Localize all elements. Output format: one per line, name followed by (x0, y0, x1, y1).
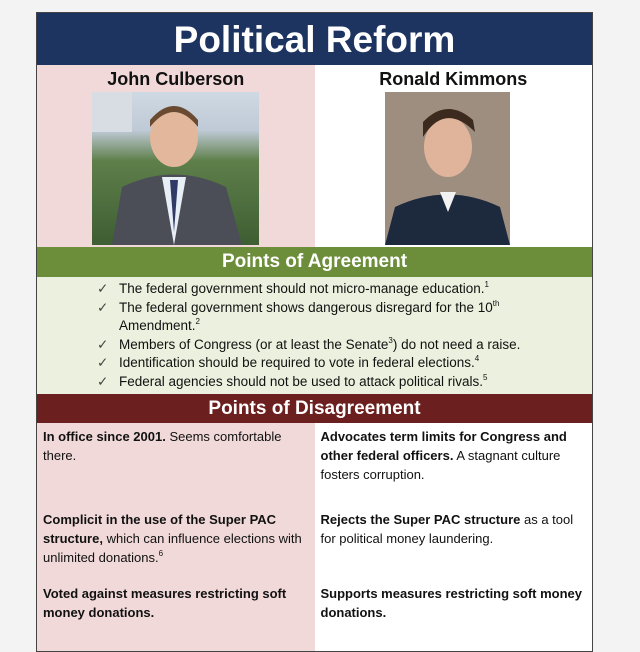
disagreement-right (315, 423, 593, 652)
page-title: Political Reform (37, 13, 592, 65)
disagreement-heading: Points of Disagreement (37, 394, 592, 423)
disagreement-left (37, 423, 315, 652)
check-icon: ✓ (97, 281, 109, 296)
check-icon: ✓ (97, 299, 109, 315)
position-cell: Complicit in the use of the Super PAC structure, which can influence elections with unlimited donations.$^6$ (43, 512, 302, 565)
candidate-name: John Culberson (107, 69, 245, 89)
candidate-photo (92, 92, 259, 245)
list-item: ✓ Identification should be required to vote in federal elections.$^4$ (97, 354, 592, 373)
list-item: ✓ The federal government should not micro-manage education.$^1$ (97, 280, 592, 299)
list-item: ✓ Federal agencies should not be used to attack political rivals.$^5$ (97, 373, 592, 392)
position-cell: Rejects the Super PAC structure as a tool for political money laundering. (320, 512, 574, 546)
check-icon: ✓ (97, 373, 109, 389)
check-icon: ✓ (97, 355, 109, 370)
candidate-name: Ronald Kimmons (379, 69, 528, 89)
portrait-image (385, 92, 510, 245)
candidate-photo (385, 92, 510, 245)
position-cell: Voted against measures restricting soft money donations. (43, 586, 287, 620)
position-cell: In office since 2001. Seems comfortable there. (43, 429, 282, 463)
agreement-list (37, 277, 592, 394)
position-cell: Advocates term limits for Congress and other federal officers. A stagnant culture fosters corruption. (320, 429, 567, 482)
list-item: ✓ Members of Congress (or at least the Senate$^3$) do not need a raise. (97, 336, 592, 355)
list-item: ✓ The federal government shows dangerous disregard for the 10th Amendment.$^2$ (97, 298, 500, 333)
check-icon: ✓ (97, 336, 109, 352)
candidate-left (37, 65, 315, 247)
comparison-sheet (36, 12, 593, 652)
agreement-heading: Points of Agreement (37, 247, 592, 277)
position-cell: Supports measures restricting soft money donations. (320, 586, 583, 620)
portrait-image (92, 92, 259, 245)
